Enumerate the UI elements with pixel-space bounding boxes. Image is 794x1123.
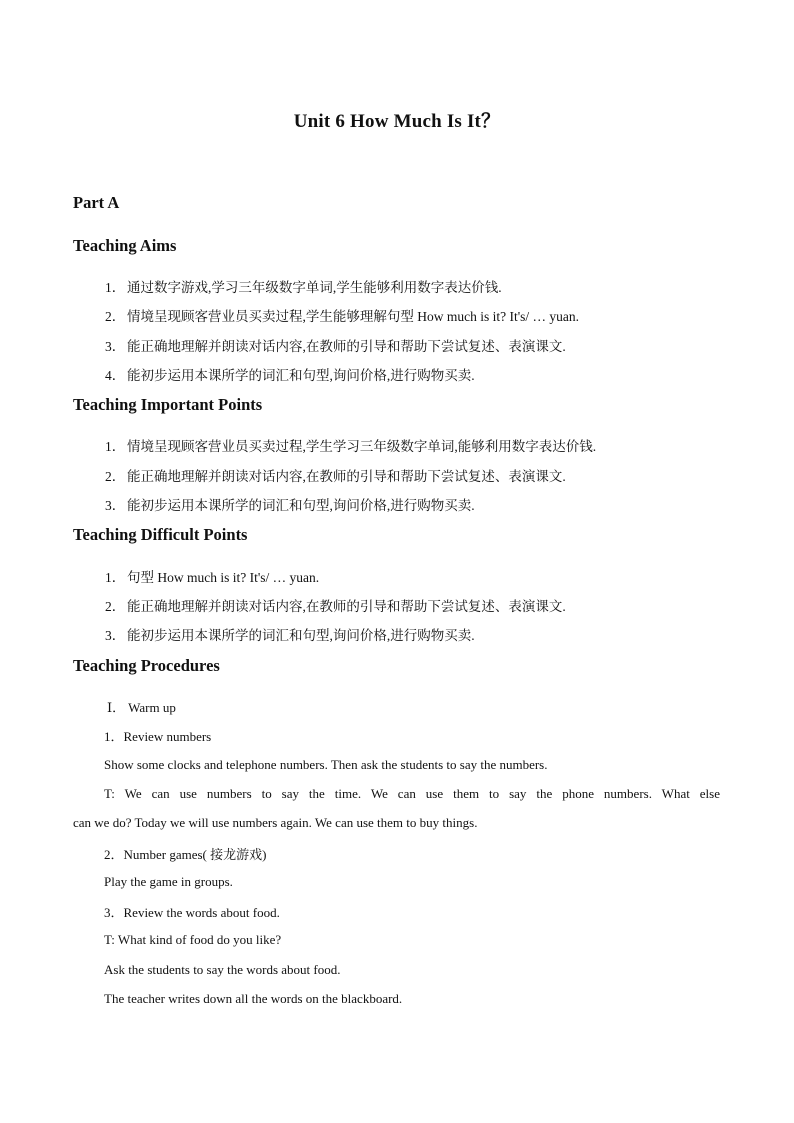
step-review-food: 3．Review the words about food. bbox=[104, 905, 280, 920]
list-text: 能正确地理解并朗读对话内容,在教师的引导和帮助下尝试复述、表演课文. bbox=[127, 339, 566, 354]
step-review-numbers: 1．Review numbers bbox=[104, 729, 212, 744]
list-text: 情境呈现顾客营业员买卖过程,学生能够理解句型 How much is it? It's/ … yuan. bbox=[127, 309, 580, 324]
important-item-1 bbox=[105, 435, 596, 455]
list-text: 通过数字游戏,学习三年级数字单词,学生能够利用数字表达价钱. bbox=[127, 280, 502, 295]
part-heading: Part A bbox=[73, 193, 120, 212]
list-text: 能初步运用本课所学的词汇和句型,询问价格,进行购物买卖. bbox=[127, 628, 475, 643]
list-text: 情境呈现顾客营业员买卖过程,学生学习三年级数字单词,能够利用数字表达价钱. bbox=[127, 439, 597, 454]
paragraph-ask-students: Ask the students to say the words about food. bbox=[104, 962, 341, 977]
important-points-heading: Teaching Important Points bbox=[73, 395, 263, 414]
list-number: 1． bbox=[105, 570, 126, 585]
dialog-food: T: What kind of food do you like? bbox=[104, 932, 282, 947]
page-title: Unit 6 How Much Is It？ bbox=[293, 111, 501, 132]
list-text: 能初步运用本课所学的词汇和句型,询问价格,进行购物买卖. bbox=[127, 498, 475, 513]
difficult-points-heading: Teaching Difficult Points bbox=[73, 525, 248, 544]
dialog-text: T: We can use numbers to say the time. We can use them to say the phone numbers. What else bbox=[104, 786, 720, 801]
dialog-line-1 bbox=[104, 786, 720, 802]
list-text: 能正确地理解并朗读对话内容,在教师的引导和帮助下尝试复述、表演课文. bbox=[127, 599, 566, 614]
list-text: 句型 How much is it? It's/ … yuan. bbox=[127, 570, 320, 585]
list-number: 3． bbox=[105, 498, 126, 513]
aims-item-4 bbox=[105, 364, 475, 384]
warm-up-heading: Ⅰ． Warm up bbox=[107, 700, 176, 715]
paragraph-show-clocks: Show some clocks and telephone numbers. Then ask the students to say the numbers. bbox=[104, 757, 548, 772]
difficult-item-3 bbox=[105, 624, 475, 644]
paragraph-teacher-writes: The teacher writes down all the words on the blackboard. bbox=[104, 991, 403, 1006]
list-number: 3． bbox=[105, 339, 126, 354]
list-number: 1． bbox=[105, 439, 126, 454]
difficult-item-2 bbox=[105, 595, 566, 615]
aims-item-1 bbox=[105, 276, 502, 296]
list-number: 2． bbox=[105, 469, 126, 484]
aims-item-2 bbox=[105, 305, 579, 325]
list-number: 3． bbox=[105, 628, 126, 643]
paragraph-play-game: Play the game in groups. bbox=[104, 874, 233, 889]
important-item-3 bbox=[105, 494, 475, 514]
procedures-heading: Teaching Procedures bbox=[73, 656, 220, 675]
list-number: 4． bbox=[105, 368, 126, 383]
list-text: 能初步运用本课所学的词汇和句型,询问价格,进行购物买卖. bbox=[127, 368, 475, 383]
list-number: 2． bbox=[105, 309, 126, 324]
aims-item-3 bbox=[105, 335, 566, 355]
difficult-item-1 bbox=[105, 566, 319, 586]
list-number: 1． bbox=[105, 280, 126, 295]
step-number-games: 2．Number games( 接龙游戏) bbox=[104, 847, 267, 862]
list-text: 能正确地理解并朗读对话内容,在教师的引导和帮助下尝试复述、表演课文. bbox=[127, 469, 566, 484]
list-number: 2． bbox=[105, 599, 126, 614]
dialog-line-2: can we do? Today we will use numbers again. We can use them to buy things. bbox=[73, 815, 478, 830]
important-item-2 bbox=[105, 465, 566, 485]
teaching-aims-heading: Teaching Aims bbox=[73, 236, 177, 255]
